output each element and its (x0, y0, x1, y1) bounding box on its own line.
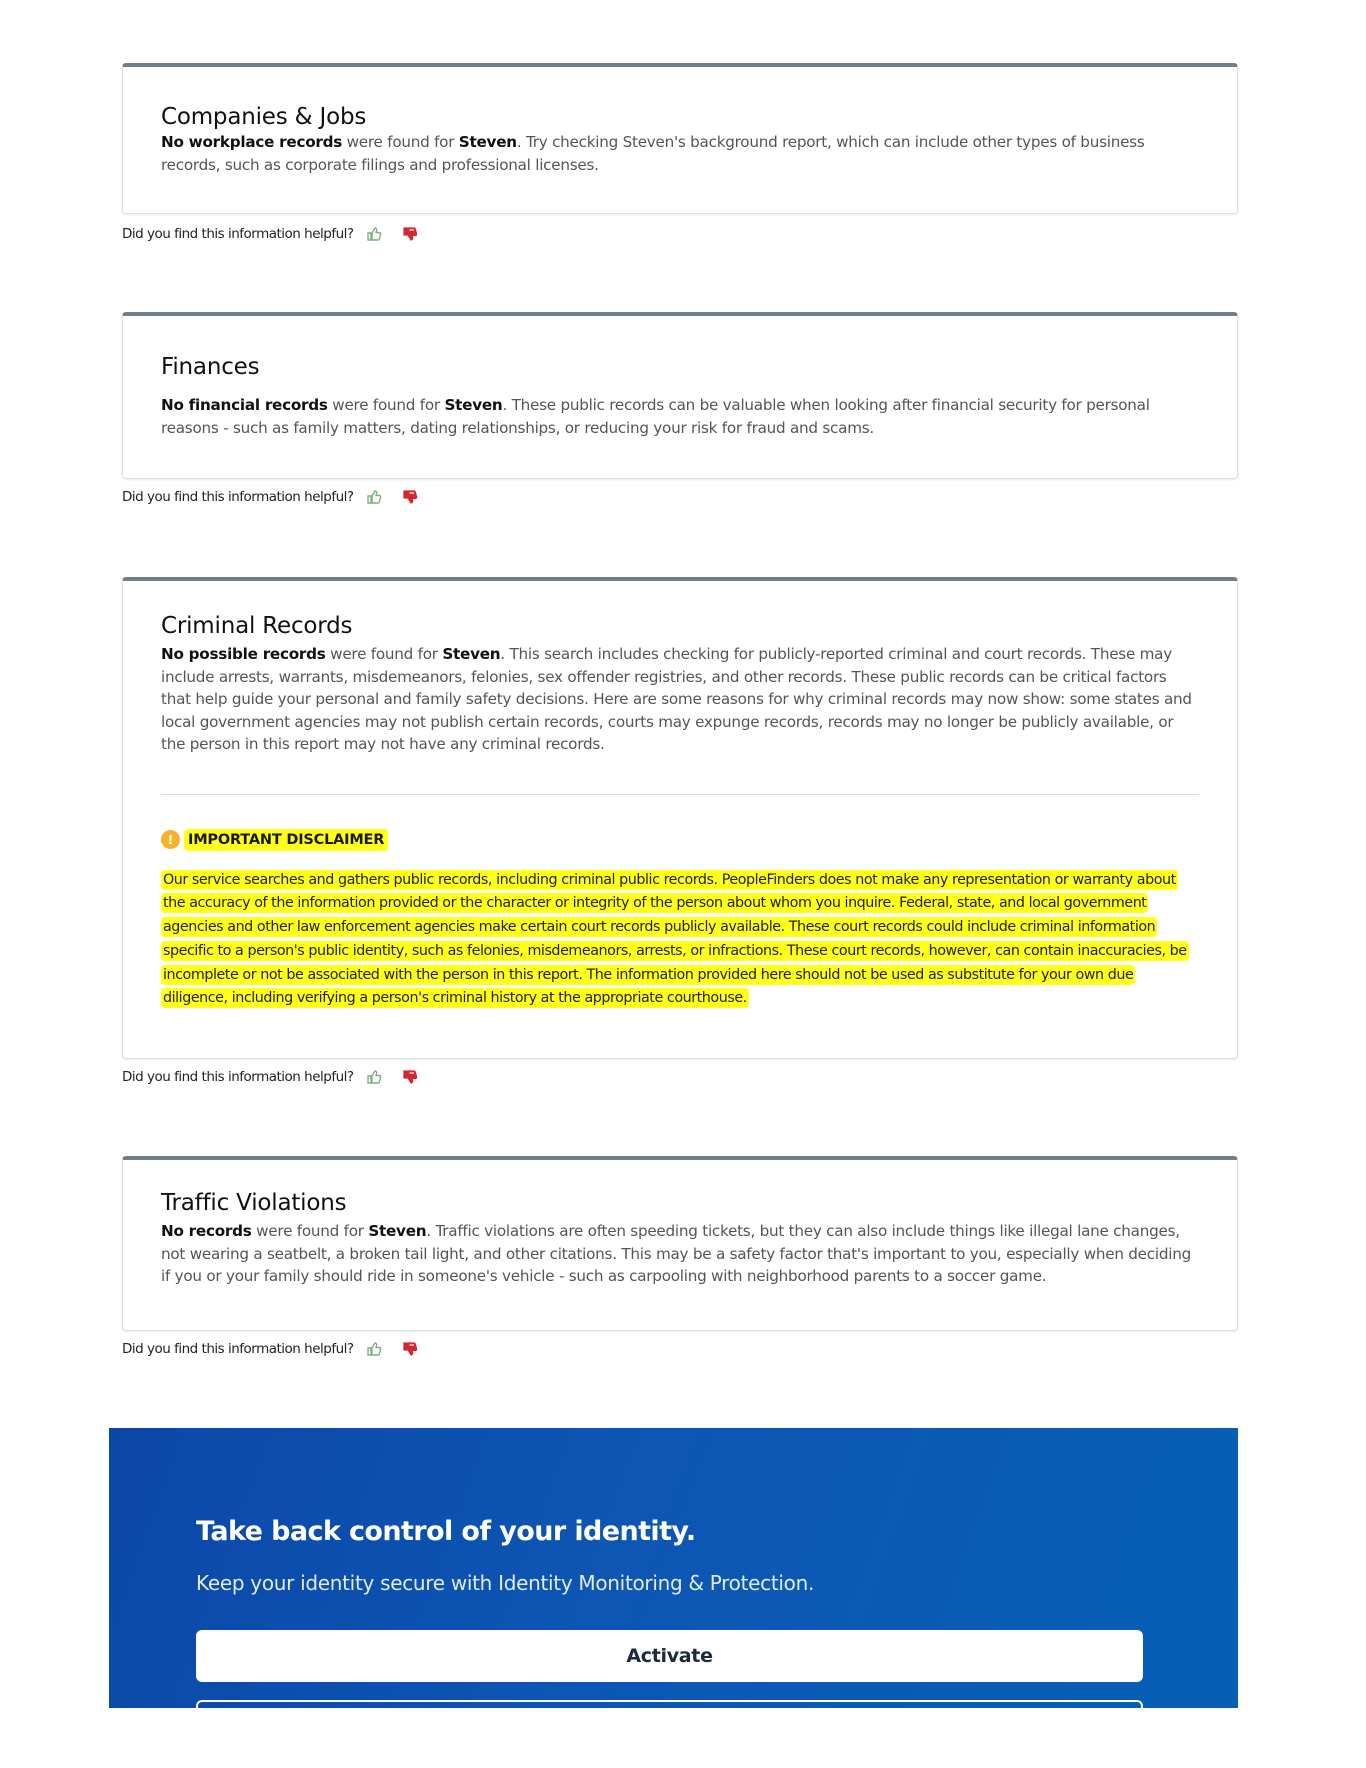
section-description: No records were found for Steven. Traffic violations are often speeding tickets, but they can also include things like illegal lane changes, not wearing a seatbelt, a broken tail light, and other citations. This may be a safety factor that's important to you, especially when deciding if you or your family should ride in someone's vehicle - such as carpooling with neighborhood parents to a soccer game. (161, 1222, 1191, 1285)
thumbs-down-icon[interactable] (402, 226, 418, 242)
warning-icon: ! (161, 830, 180, 849)
section-title: Criminal Records (161, 613, 353, 639)
result-summary: No workplace records (161, 133, 343, 151)
feedback-row (122, 1341, 418, 1357)
activate-button[interactable]: Activate (196, 1630, 1143, 1682)
disclaimer-header (161, 829, 1199, 851)
thumbs-up-icon[interactable] (366, 1341, 382, 1357)
section-description: No possible records were found for Steven. This search includes checking for publicly-reported criminal and court records. These may include arrests, warrants, misdemeanors, felonies, sex offender registries, and other records. These public records can be critical factors that help guide your personal and family safety decisions. Here are some reasons for why criminal records may now show: some states and local government agencies may not publish certain records, courts may expunge records, records may no longer be publicly available, or the person in this report may not have any criminal records. (161, 645, 1192, 753)
traffic-violations-card (122, 1156, 1238, 1331)
banner-title: Take back control of your identity. (196, 1516, 696, 1547)
feedback-row (122, 1069, 418, 1085)
section-divider (161, 794, 1199, 795)
result-summary: No financial records (161, 396, 328, 414)
result-summary: No possible records (161, 645, 326, 663)
section-description: No financial records were found for Steven. These public records can be valuable when looking after financial security for personal reasons - such as family matters, dating relationships, or reducing your risk for fraud and scams. (161, 396, 1150, 437)
banner-subtitle: Keep your identity secure with Identity Monitoring & Protection. (196, 1571, 815, 1595)
thumbs-down-icon[interactable] (402, 1069, 418, 1085)
companies-jobs-card (122, 63, 1238, 214)
feedback-prompt: Did you find this information helpful? (122, 1341, 354, 1357)
criminal-records-card (122, 577, 1238, 1059)
section-description: No workplace records were found for Steven. Try checking Steven's background report, which can include other types of business records, such as corporate filings and professional licenses. (161, 133, 1145, 174)
secondary-button[interactable] (196, 1700, 1143, 1708)
section-title: Finances (161, 354, 260, 380)
thumbs-down-icon[interactable] (402, 489, 418, 505)
thumbs-up-icon[interactable] (366, 1069, 382, 1085)
thumbs-up-icon[interactable] (366, 489, 382, 505)
section-title: Traffic Violations (161, 1190, 347, 1216)
feedback-prompt: Did you find this information helpful? (122, 1069, 354, 1085)
feedback-prompt: Did you find this information helpful? (122, 489, 354, 505)
feedback-prompt: Did you find this information helpful? (122, 226, 354, 242)
feedback-row (122, 489, 418, 505)
finances-card (122, 312, 1238, 479)
identity-protection-banner (109, 1428, 1238, 1708)
thumbs-down-icon[interactable] (402, 1341, 418, 1357)
feedback-row (122, 226, 418, 242)
subject-name: Steven (444, 396, 503, 414)
disclaimer-text: Our service searches and gathers public records, including criminal public records. PeopleFinders does not make any representation or warranty about the accuracy of the information provided or the character or integrity of the person about whom you inquire. Federal, state, and local government agencies and other law enforcement agencies make certain court records publicly available. These court records could include criminal information specific to a person's public identity, such as felonies, misdemeanors, arrests, or infractions. These court records, however, can contain inaccuracies, be incomplete or not be associated with the person in this report. The information provided here should not be used as substitute for your own due diligence, including verifying a person's criminal history at the appropriate courthouse. (163, 871, 1187, 1007)
result-summary: No records (161, 1222, 252, 1240)
subject-name: Steven (442, 645, 501, 663)
subject-name: Steven (368, 1222, 427, 1240)
thumbs-up-icon[interactable] (366, 226, 382, 242)
subject-name: Steven (458, 133, 517, 151)
disclaimer-title: IMPORTANT DISCLAIMER (184, 829, 388, 851)
section-title: Companies & Jobs (161, 104, 367, 130)
